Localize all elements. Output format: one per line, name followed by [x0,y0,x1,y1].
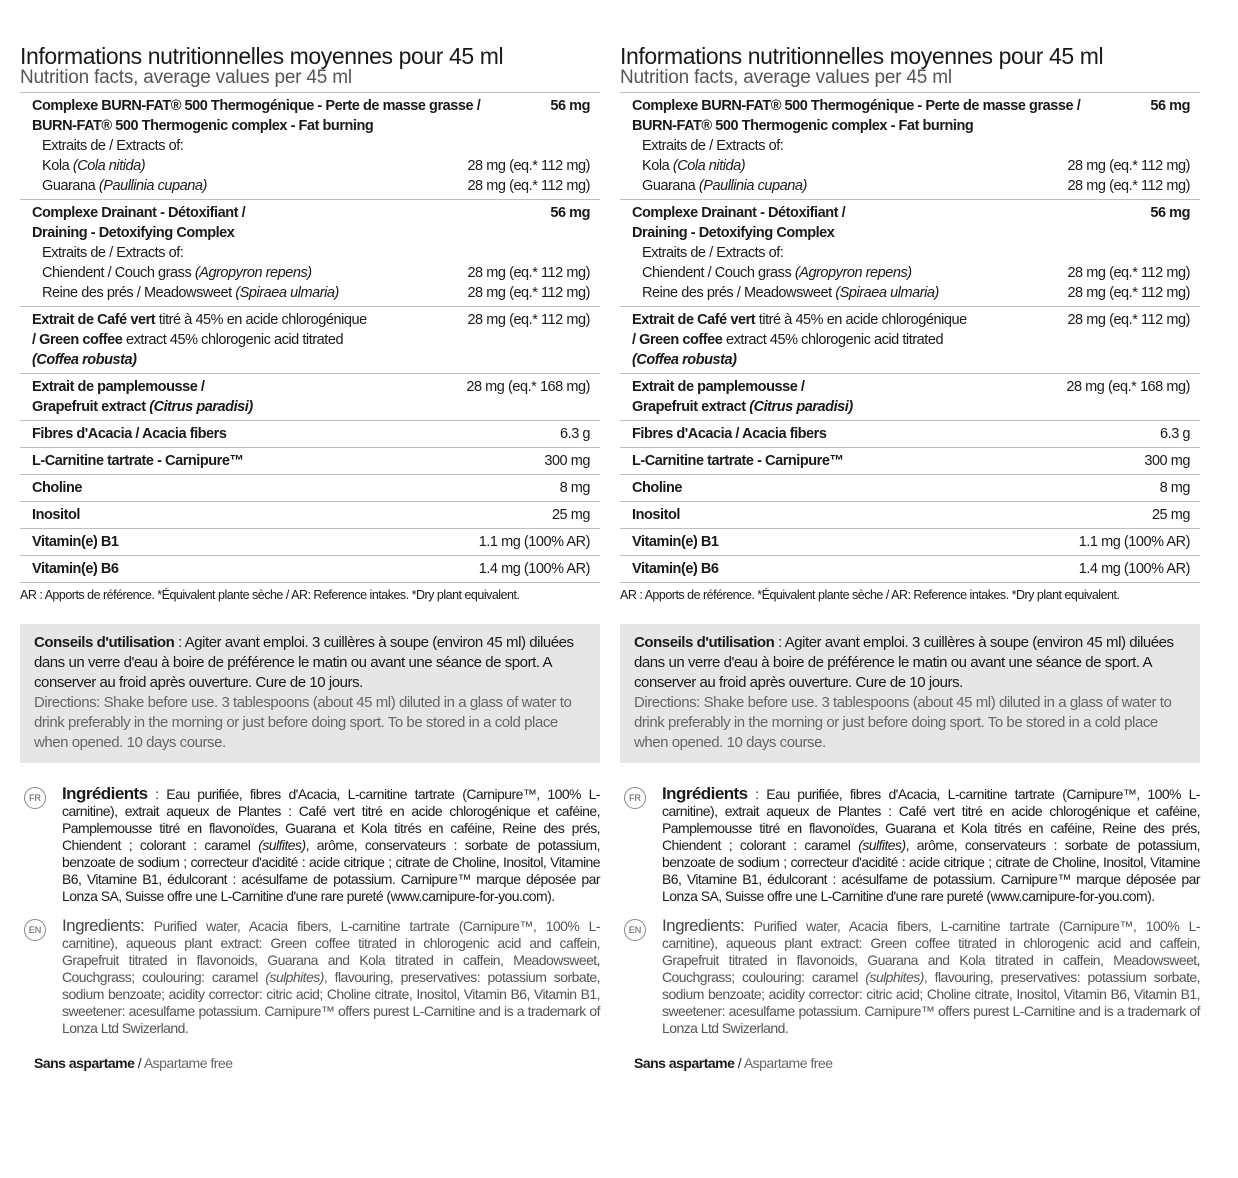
nutrition-panel-left [20,44,600,1071]
pamplemousse-value: 28 mg (eq.* 168 mg) [1066,379,1190,395]
table-row: Fibres d'Acacia / Acacia fibers 6.3 g [20,421,600,448]
directions-fr: Conseils d'utilisation : Agiter avant emploi. 3 cuillères à soupe (environ 45 ml) diluées dans un verre d'eau à boire de préférence le matin ou avant une séance de sport. A conserver au froid après ouverture. Cure de 10 jours. [634,634,1174,691]
drainant-label-en: Draining - Detoxifying Complex [32,225,235,241]
en-badge-icon: EN [624,919,646,941]
table-row: Vitamin(e) B1 1.1 mg (100% AR) [620,529,1200,556]
nutrition-title: Informations nutritionnelles moyennes pour 45 ml [20,43,504,69]
guarana-value: 28 mg (eq.* 112 mg) [1067,178,1190,194]
aspartame-free: Sans aspartame / Aspartame free [634,1055,833,1071]
table-row-drainant [620,200,1200,307]
nutrition-table [620,92,1200,583]
burnfat-label: Complexe BURN-FAT® 500 Thermogénique - Perte de masse grasse / [32,98,481,114]
ingredients-fr: FR Ingrédients : Eau purifiée, fibres d'Acacia, L-carnitine tartrate (Carnipure™, 100% L-carnitine), extrait aqueux de Plantes : Café vert titré en acide chlorogénique et caféine, Pamplemousse titré en flavonoïdes, Guarana et Kola titrés en caféine, Reine des prés, Chiendent ; colorant : caramel (sulfites), arôme, conservateurs : sorbate de potassium, benzoate de sodium ; correcteur d'acidité : acide citrique ; citrate de Choline, Inositol, Vitamine B6, Vitamine B1, édulcorant : acésulfame de potassium. Carnipure™ marque déposée par Lonza SA, Suisse offre une L-Carnitine d'une rare pureté (www.carnipure-for-you.com). [20,785,600,905]
kola-value: 28 mg (eq.* 112 mg) [1067,158,1190,174]
nutrition-table [20,92,600,583]
drainant-label: Complexe Drainant - Détoxifiant / [32,205,246,221]
drainant-value: 56 mg [550,205,590,221]
guarana-line: Guarana (Paullinia cupana) 28 mg (eq.* 112 mg) [42,178,590,194]
directions-box [20,624,600,763]
table-row: Inositol 25 mg [20,502,600,529]
extracts-of-label: Extraits de / Extracts of: [42,245,184,261]
extracts-of-label: Extraits de / Extracts of: [642,138,784,154]
reine-line: Reine des prés / Meadowsweet (Spiraea ulmaria) 28 mg (eq.* 112 mg) [42,285,590,301]
table-row-pamplemousse: Extrait de pamplemousse / Grapefruit extract (Citrus paradisi) 28 mg (eq.* 168 mg) [20,374,600,421]
table-row: L-Carnitine tartrate - Carnipure™ 300 mg [20,448,600,475]
table-row-cafe: Extrait de Café vert titré à 45% en acide chlorogénique / Green coffee extract 45% chlorogenic acid titrated (Coffea robusta) 28 mg (eq.* 112 mg) [20,307,600,374]
table-row-cafe: Extrait de Café vert titré à 45% en acide chlorogénique / Green coffee extract 45% chlorogenic acid titrated (Coffea robusta) 28 mg (eq.* 112 mg) [620,307,1200,374]
table-row: Fibres d'Acacia / Acacia fibers 6.3 g [620,421,1200,448]
footnote: AR : Apports de référence. *Équivalent plante sèche / AR: Reference intakes. *Dry plant equivalent. [20,588,520,602]
drainant-label-en: Draining - Detoxifying Complex [632,225,835,241]
cafe-value: 28 mg (eq.* 112 mg) [467,312,590,328]
burnfat-label: Complexe BURN-FAT® 500 Thermogénique - Perte de masse grasse / [632,98,1081,114]
drainant-label: Complexe Drainant - Détoxifiant / [632,205,846,221]
cafe-value: 28 mg (eq.* 112 mg) [1067,312,1190,328]
nutrition-subtitle: Nutrition facts, average values per 45 ml [20,67,352,88]
fr-badge-icon: FR [24,787,46,809]
fr-badge-icon: FR [624,787,646,809]
burnfat-value: 56 mg [550,98,590,114]
chiendent-line: Chiendent / Couch grass (Agropyron repens) 28 mg (eq.* 112 mg) [42,265,590,281]
burnfat-label-en: BURN-FAT® 500 Thermogenic complex - Fat burning [632,118,974,134]
reine-value: 28 mg (eq.* 112 mg) [1067,285,1190,301]
drainant-value: 56 mg [1150,205,1190,221]
kola-value: 28 mg (eq.* 112 mg) [467,158,590,174]
burnfat-value: 56 mg [1150,98,1190,114]
table-row-drainant [20,200,600,307]
table-row: Vitamin(e) B6 1.4 mg (100% AR) [20,556,600,583]
nutrition-panel-right [620,44,1200,1071]
nutrition-subtitle: Nutrition facts, average values per 45 ml [620,67,952,88]
table-row: Inositol 25 mg [620,502,1200,529]
ingredients-fr: FR Ingrédients : Eau purifiée, fibres d'Acacia, L-carnitine tartrate (Carnipure™, 100% L-carnitine), extrait aqueux de Plantes : Café vert titré en acide chlorogénique et caféine, Pamplemousse titré en flavonoïdes, Guarana et Kola titrés en caféine, Reine des prés, Chiendent ; colorant : caramel (sulfites), arôme, conservateurs : sorbate de potassium, benzoate de sodium ; correcteur d'acidité : acide citrique ; citrate de Choline, Inositol, Vitamine B6, Vitamine B1, édulcorant : acésulfame de potassium. Carnipure™ marque déposée par Lonza SA, Suisse offre une L-Carnitine d'une rare pureté (www.carnipure-for-you.com). [620,785,1200,905]
kola-line: Kola (Cola nitida) 28 mg (eq.* 112 mg) [42,158,590,174]
table-row: Vitamin(e) B6 1.4 mg (100% AR) [620,556,1200,583]
pamplemousse-value: 28 mg (eq.* 168 mg) [466,379,590,395]
directions-en: Directions: Shake before use. 3 tablespoons (about 45 ml) diluted in a glass of water to drink preferably in the morning or just before doing sport. To be stored in a cold place when opened. 10 days course. [634,694,1172,751]
chiendent-value: 28 mg (eq.* 112 mg) [467,265,590,281]
table-row: Vitamin(e) B1 1.1 mg (100% AR) [20,529,600,556]
extracts-of-label: Extraits de / Extracts of: [42,138,184,154]
table-row-burnfat [620,93,1200,200]
table-row: L-Carnitine tartrate - Carnipure™ 300 mg [620,448,1200,475]
nutrition-title: Informations nutritionnelles moyennes pour 45 ml [620,43,1104,69]
chiendent-value: 28 mg (eq.* 112 mg) [1067,265,1190,281]
aspartame-free: Sans aspartame / Aspartame free [34,1055,233,1071]
ingredients-en: EN Ingredients: Purified water, Acacia fibers, L-carnitine tartrate (Carnipure™, 100% L-carnitine), aqueous plant extract: Green coffee titrated in chlorogenic acid and caffein, Grapefruit titrated in flavonoids, Guarana and Kola titrated in caffein, Meadowsweet, Couchgrass; coulouring: caramel (sulphites), flavouring, preservatives: potassium sorbate, sodium benzoate; acidity corrector: citric acid; Choline citrate, Inositol, Vitamin B6, Vitamin B1, sweetener: acesulfame potassium. Carnipure™ offers purest L-Carnitine and is a trademark of Lonza Ltd Swizerland. [20,917,600,1037]
directions-box [620,624,1200,763]
reine-value: 28 mg (eq.* 112 mg) [467,285,590,301]
kola-line: Kola (Cola nitida) 28 mg (eq.* 112 mg) [642,158,1190,174]
footnote: AR : Apports de référence. *Équivalent plante sèche / AR: Reference intakes. *Dry plant equivalent. [620,588,1120,602]
guarana-line: Guarana (Paullinia cupana) 28 mg (eq.* 112 mg) [642,178,1190,194]
table-row-burnfat [20,93,600,200]
directions-fr: Conseils d'utilisation : Agiter avant emploi. 3 cuillères à soupe (environ 45 ml) diluées dans un verre d'eau à boire de préférence le matin ou avant une séance de sport. A conserver au froid après ouverture. Cure de 10 jours. [34,634,574,691]
table-row: Choline 8 mg [620,475,1200,502]
extracts-of-label: Extraits de / Extracts of: [642,245,784,261]
burnfat-label-en: BURN-FAT® 500 Thermogenic complex - Fat burning [32,118,374,134]
ingredients-en: EN Ingredients: Purified water, Acacia fibers, L-carnitine tartrate (Carnipure™, 100% L-carnitine), aqueous plant extract: Green coffee titrated in chlorogenic acid and caffein, Grapefruit titrated in flavonoids, Guarana and Kola titrated in caffein, Meadowsweet, Couchgrass; coulouring: caramel (sulphites), flavouring, preservatives: potassium sorbate, sodium benzoate; acidity corrector: citric acid; Choline citrate, Inositol, Vitamin B6, Vitamin B1, sweetener: acesulfame potassium. Carnipure™ offers purest L-Carnitine and is a trademark of Lonza Ltd Swizerland. [620,917,1200,1037]
table-row-pamplemousse: Extrait de pamplemousse / Grapefruit extract (Citrus paradisi) 28 mg (eq.* 168 mg) [620,374,1200,421]
table-row: Choline 8 mg [20,475,600,502]
en-badge-icon: EN [24,919,46,941]
reine-line: Reine des prés / Meadowsweet (Spiraea ulmaria) 28 mg (eq.* 112 mg) [642,285,1190,301]
guarana-value: 28 mg (eq.* 112 mg) [467,178,590,194]
directions-en: Directions: Shake before use. 3 tablespoons (about 45 ml) diluted in a glass of water to drink preferably in the morning or just before doing sport. To be stored in a cold place when opened. 10 days course. [34,694,572,751]
chiendent-line: Chiendent / Couch grass (Agropyron repens) 28 mg (eq.* 112 mg) [642,265,1190,281]
